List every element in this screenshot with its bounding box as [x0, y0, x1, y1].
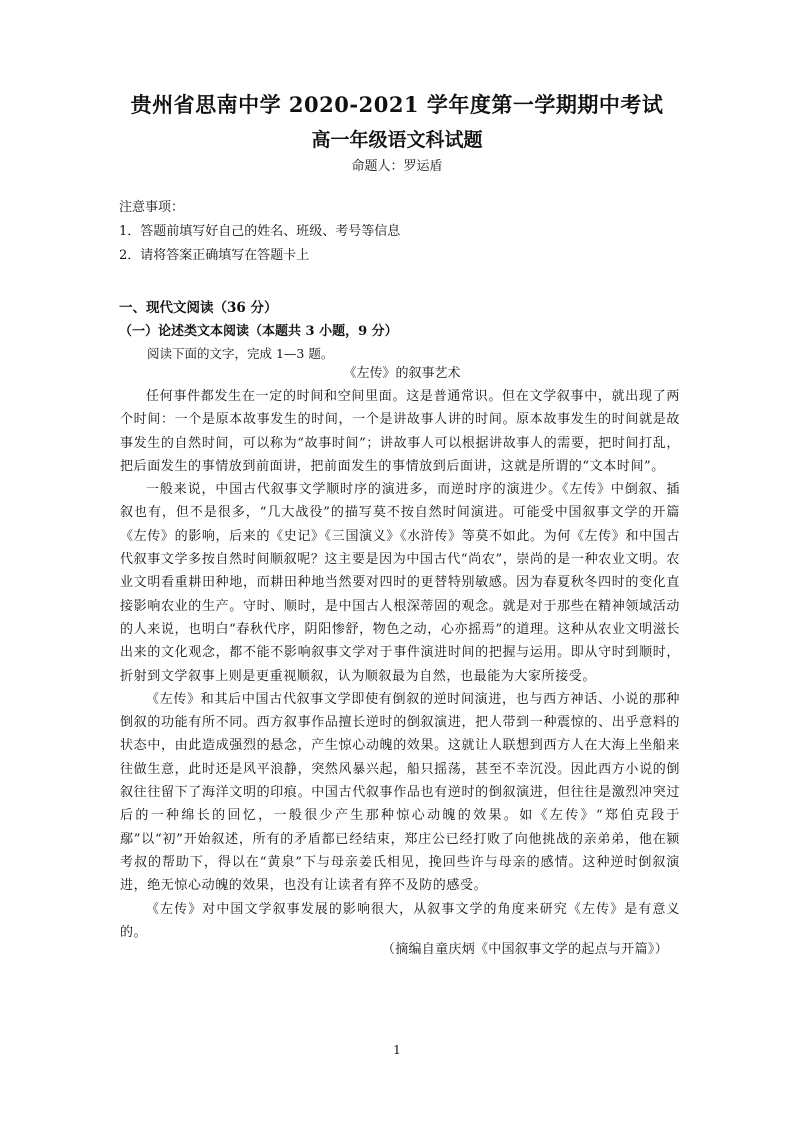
notes-item: 2．请将答案正确填写在答题卡上: [119, 248, 310, 263]
article-body: [120, 385, 680, 944]
article-paragraph: 一般来说，中国古代叙事文学顺时序的演进多，而逆时序的演进少。《左传》中倒叙、插叙也有，但不是很多，“几大战役”的描写莫不按自然时间演进。可能受中国叙事文学的开篇《左传》的影响，后来的《史记》《三国演义》《水浒传》等莫不如此。为何《左传》和中国古代叙事文学多按自然时间顺叙呢？这主要是因为中国古代“尚农”，崇尚的是一种农业文明。农业文明看重耕田种地，而耕田种地当然要对四时的更替特别敏感。因为春夏秋冬四时的变化直接影响农业的生产。守时、顺时，是中国古人根深蒂固的观念。就是对于那些在精神领域活动的人来说，也明白“春秋代序，阴阳惨舒，物色之动，心亦摇焉”的道理。这种从农业文明滋长出来的文化观念，都不能不影响叙事文学对于事件演进时间的把握与运用。即从守时到顺时，折射到文学叙事上则是更重视顺叙，认为顺叙最为自然，也最能为大家所接受。: [120, 482, 680, 684]
exam-author: 命题人：罗运盾: [351, 159, 443, 174]
notes-item: 1．答题前填写好自己的姓名、班级、考号等信息: [119, 224, 401, 239]
exam-title: 贵州省思南中学 2020-2021 学年度第一学期期中考试: [130, 92, 664, 117]
article-source: （摘编自童庆炳《中国叙事文学的起点与开篇》）: [381, 942, 668, 957]
article-title: 《左传》的叙事艺术: [343, 366, 461, 381]
page-number: 1: [393, 1043, 401, 1057]
notes-heading: 注意事项：: [119, 200, 185, 215]
exam-subtitle: 高一年级语文科试题: [311, 129, 483, 151]
notes-block: [119, 196, 400, 268]
reading-instruction: 阅读下面的文字，完成 1—3 题。: [147, 346, 334, 361]
section-heading: 一、现代文阅读（36 分）: [119, 300, 278, 316]
subsection-heading: （一）论述类文本阅读（本题共 3 小题，9 分）: [119, 324, 398, 339]
article-paragraph: 《左传》对中国文学叙事发展的影响很大，从叙事文学的角度来研究《左传》是有意义的。: [120, 901, 680, 940]
article-paragraph: 《左传》和其后中国古代叙事文学即使有倒叙的逆时间演进，也与西方神话、小说的那种倒叙的功能有所不同。西方叙事作品擅长逆时的倒叙演进，把人带到一种震惊的、出乎意料的状态中，由此造成强烈的悬念，产生惊心动魄的效果。这就让人联想到西方人在大海上坐船来往做生意，此时还是风平浪静，突然风暴兴起，船只摇荡，甚至不幸沉没。因此西方小说的倒叙往往留下了海洋文明的印痕。中国古代叙事作品也有逆时的倒叙演进，但往往是激烈冲突过后的一种绵长的回忆，一般很少产生那种惊心动魄的效果。如《左传》“郑伯克段于鄢”以“初”开始叙述，所有的矛盾都已经结束，郑庄公已经打败了向他挑战的亲弟弟，他在颍考叔的帮助下，得以在“黄泉”下与母亲姜氏相见，挽回些许与母亲的感情。这种逆时倒叙演进，绝无惊心动魄的效果，也没有让读者有猝不及防的感受。: [120, 691, 680, 894]
article-paragraph: 任何事件都发生在一定的时间和空间里面。这是普通常识。但在文学叙事中，就出现了两个时间：一个是原本故事发生的时间，一个是讲故事人讲的时间。原本故事发生的时间就是故事发生的自然时间，可以称为“故事时间”；讲故事人可以根据讲故事人的需要，把时间打乱，把后面发生的事情放到前面讲，把前面发生的事情放到后面讲，这就是所谓的“文本时间”。: [120, 389, 680, 474]
